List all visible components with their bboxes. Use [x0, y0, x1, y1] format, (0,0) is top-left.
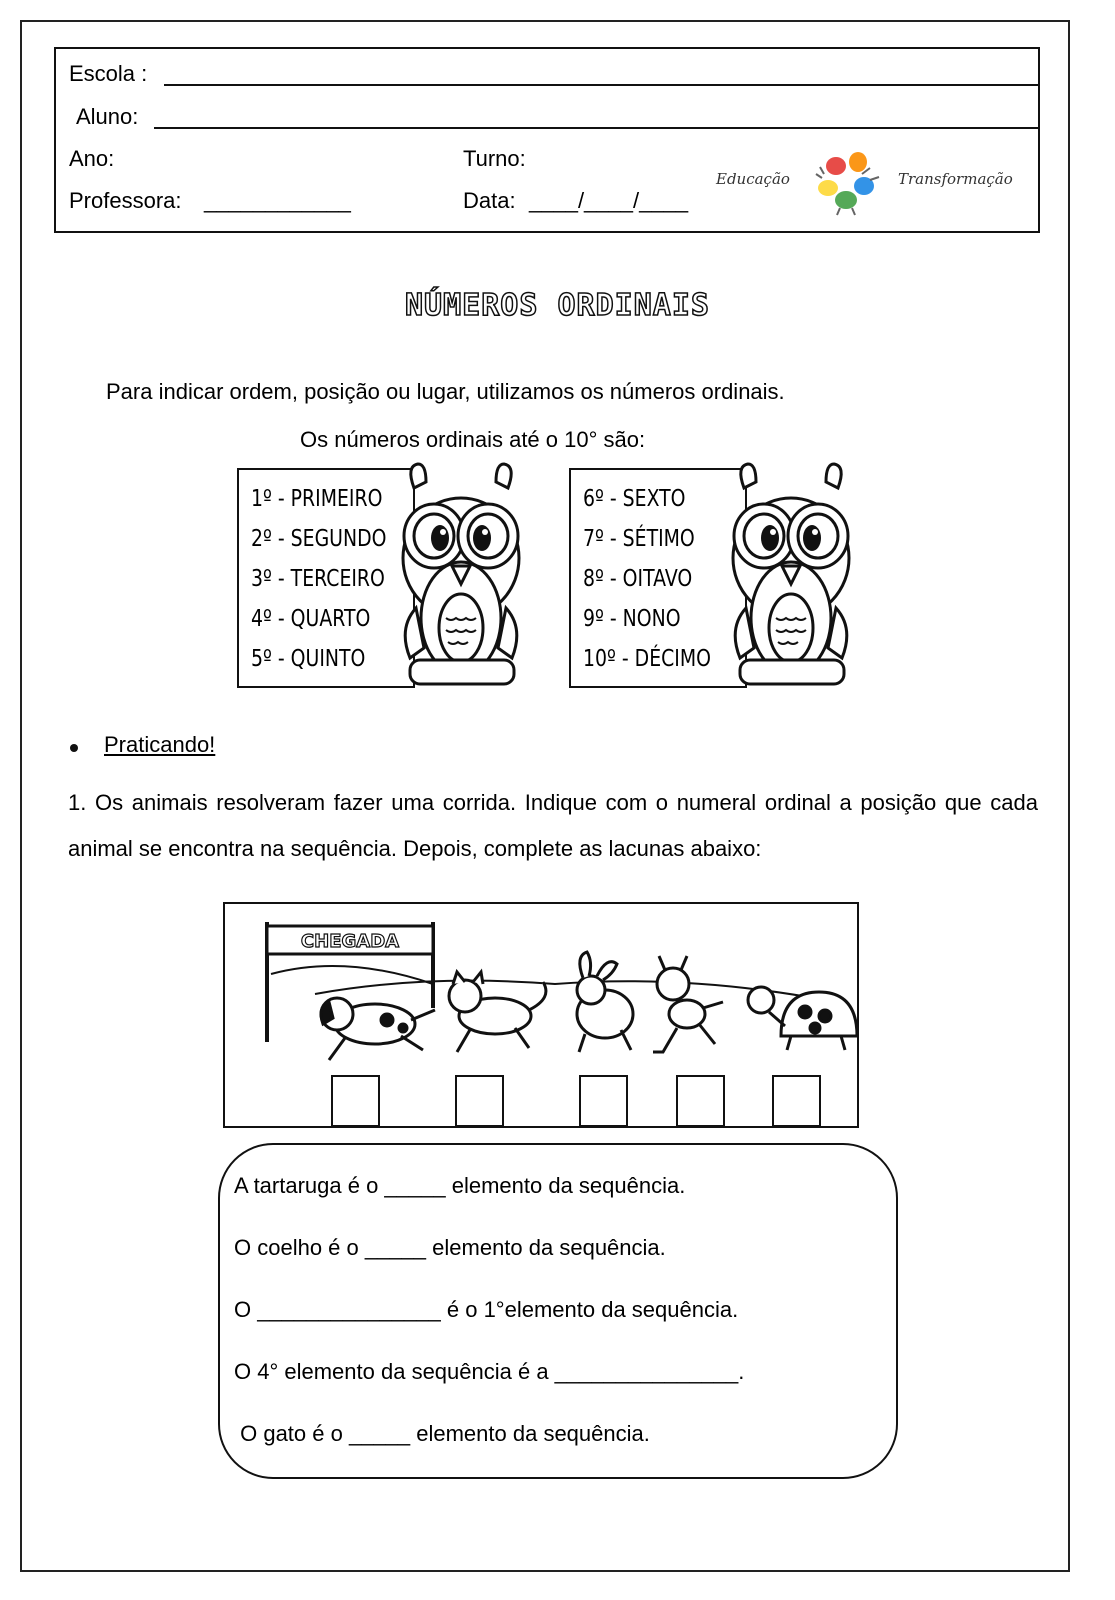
practice-heading: Praticando! [104, 732, 216, 757]
rabbit-icon [577, 952, 633, 1052]
date-blank[interactable]: ____/____/____ [529, 188, 689, 213]
answer-box-cat[interactable] [455, 1075, 504, 1127]
race-scene [225, 904, 857, 1126]
ordinal-item: 3º - TERCEIRO [251, 566, 385, 592]
owl-icon [396, 458, 526, 692]
intro-line-1: Para indicar ordem, posição ou lugar, utilizamos os números ordinais. [106, 379, 785, 404]
teacher-blank[interactable]: ____________ [204, 188, 351, 213]
teacher-label: Professora: [69, 188, 182, 213]
ordinal-item: 6º - SEXTO [583, 486, 686, 512]
ant-icon [653, 956, 723, 1052]
fill-in-sentence[interactable]: O _______________ é o 1°elemento da sequência. [234, 1297, 739, 1322]
date-label: Data: [463, 188, 516, 213]
intro-line-2: Os números ordinais até o 10° são: [300, 427, 646, 452]
race-illustration [223, 902, 859, 1128]
answer-box-ant[interactable] [676, 1075, 725, 1127]
bullet-icon [70, 744, 78, 752]
ordinal-item: 10º - DÉCIMO [583, 646, 711, 672]
shift-label: Turno: [463, 146, 526, 171]
fill-in-sentence[interactable]: O coelho é o _____ elemento da sequência. [234, 1235, 666, 1260]
answer-box-turtle[interactable] [772, 1075, 821, 1127]
page-title: NÚMEROS ORDINAIS [405, 288, 710, 323]
school-label: Escola : [69, 61, 148, 86]
owl-icon [726, 458, 856, 692]
ordinal-item: 2º - SEGUNDO [251, 526, 387, 552]
dog-icon [321, 998, 435, 1060]
answer-box-dog[interactable] [331, 1075, 380, 1127]
ordinal-item: 7º - SÉTIMO [583, 526, 695, 552]
school-input-line[interactable] [164, 84, 1040, 86]
fill-in-sentence[interactable]: O 4° elemento da sequência é a _______________. [234, 1359, 745, 1384]
cat-icon [449, 972, 546, 1052]
answer-box-rabbit[interactable] [579, 1075, 628, 1127]
logo [712, 148, 1038, 216]
student-input-line[interactable] [154, 127, 1040, 129]
ordinal-item: 5º - QUINTO [251, 646, 366, 672]
ordinal-item: 9º - NONO [583, 606, 681, 632]
student-label: Aluno: [76, 104, 139, 129]
ordinal-item: 8º - OITAVO [583, 566, 693, 592]
year-label: Ano: [69, 146, 115, 171]
logo-word-right: Transformação [898, 170, 1013, 188]
fill-in-box [218, 1143, 898, 1479]
ordinal-item: 4º - QUARTO [251, 606, 371, 632]
logo-word-mid: e [840, 174, 849, 192]
ordinal-item: 1º - PRIMEIRO [251, 486, 383, 512]
fill-in-sentence[interactable]: O gato é o _____ elemento da sequência. [234, 1421, 650, 1446]
turtle-icon [748, 987, 857, 1050]
finish-sign: CHEGADA [300, 931, 400, 952]
fill-in-sentence[interactable]: A tartaruga é o _____ elemento da sequência. [234, 1173, 686, 1198]
ordinals-card-left [237, 468, 415, 688]
ordinals-card-right [569, 468, 747, 688]
logo-word-left: Educação [716, 170, 790, 188]
question-1: 1. Os animais resolveram fazer uma corrida. Indique com o numeral ordinal a posição que cada animal se encontra na sequência. Depois, complete as lacunas abaixo: [68, 790, 1038, 861]
